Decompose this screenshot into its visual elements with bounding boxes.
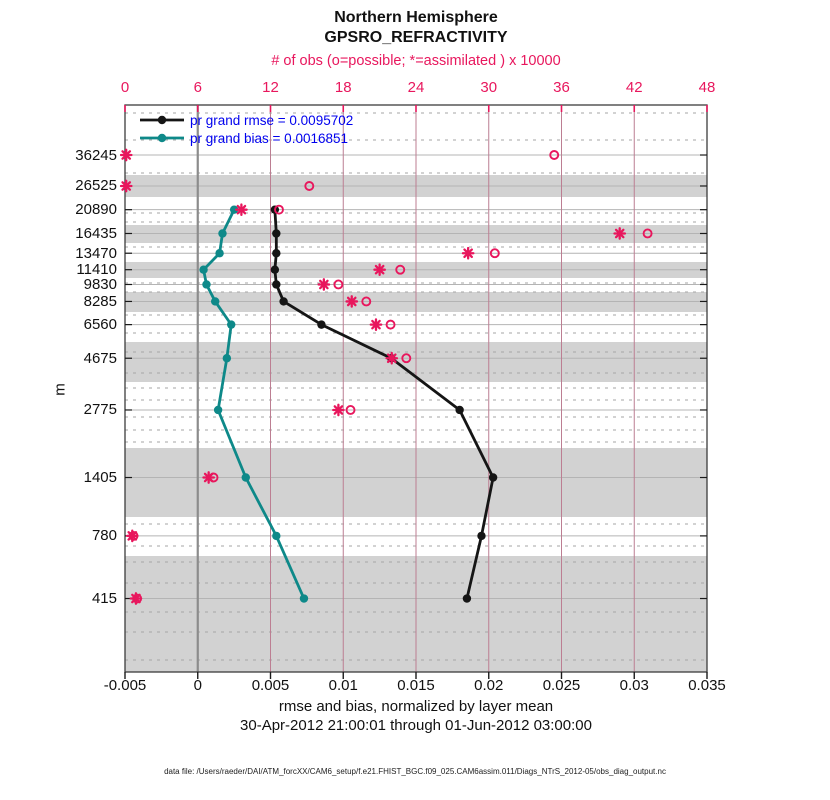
x-axis-tick-label: 0.005 [251, 677, 290, 694]
y-axis-tick-label: 26525 [75, 177, 117, 195]
rmse-point [317, 320, 325, 328]
bias-point [199, 265, 207, 273]
plot-title-obstype: GPSRO_REFRACTIVITY [324, 29, 508, 46]
x-axis-tick-label: 0.035 [688, 677, 726, 694]
y-axis-tick-label: 13470 [75, 244, 117, 262]
plot-title-region: Northern Hemisphere [334, 9, 498, 26]
obs-axis-tick-label: 6 [193, 79, 202, 96]
y-axis-tick-label: 4675 [83, 349, 117, 367]
rmse-point [279, 297, 287, 305]
obs-axis-tick-label: 48 [698, 79, 716, 96]
y-axis-tick-label: 8285 [83, 292, 117, 310]
legend-bias-line-sample [139, 132, 185, 144]
bias-point [272, 532, 280, 540]
legend-row-rmse [139, 111, 353, 129]
y-axis-tick-label: 6560 [83, 316, 117, 334]
rmse-point [455, 406, 463, 414]
legend-bias-label: pr grand bias = 0.0016851 [190, 130, 348, 146]
data-file-path: data file: /Users/raeder/DAI/ATM_forcXX/CAM6_setup/f.e21.FHIST_BGC.f09_025.CAM6assim.011/Diags_NTrS_2012-05/obs_diag_output.nc [164, 767, 666, 776]
legend [139, 111, 353, 147]
x-axis-tick-label: 0.03 [619, 677, 649, 694]
rmse-point [272, 249, 280, 257]
rmse-point [271, 265, 279, 273]
x-axis-label: rmse and bias, normalized by layer mean [278, 698, 554, 715]
bias-point [211, 297, 219, 305]
y-axis-tick-label: 415 [91, 590, 117, 608]
legend-rmse-label: pr grand rmse = 0.0095702 [190, 112, 354, 128]
bias-point [242, 473, 250, 481]
y-axis-tick-label: 11410 [76, 261, 117, 279]
x-axis-tick-label: 0.015 [397, 677, 435, 694]
y-axis-tick-label: 20890 [75, 201, 117, 219]
date-range-label: 30-Apr-2012 21:00:01 through 01-Jun-2012 03:00:00 [240, 717, 592, 734]
bias-point [202, 280, 210, 288]
y-axis-tick-label: 780 [91, 527, 117, 545]
bias-point [215, 249, 223, 257]
obs-axis-tick-label: 30 [480, 79, 498, 96]
y-axis-tick-label: 16435 [75, 224, 117, 242]
legend-rmse-line-sample [139, 114, 185, 126]
obs-axis-tick-label: 24 [407, 79, 425, 96]
rmse-point [272, 229, 280, 237]
obs-axis-tick-label: 12 [262, 79, 279, 96]
bias-point [300, 594, 308, 602]
obs-axis-tick-label: 18 [334, 79, 352, 96]
obs-axis-tick-label: 0 [120, 79, 130, 96]
obs-axis-tick-label: 42 [625, 79, 643, 96]
y-axis-tick-label: 36245 [75, 146, 117, 164]
rmse-point [272, 280, 280, 288]
bias-point [227, 320, 235, 328]
x-axis-tick-label: 0 [193, 677, 202, 694]
y-axis-tick-label: 2775 [83, 401, 117, 419]
bias-point [218, 229, 226, 237]
rmse-point [477, 532, 485, 540]
bias-point [214, 406, 222, 414]
y-axis-tick-label: 1405 [83, 469, 117, 486]
obs-axis-tick-label: 36 [553, 79, 570, 96]
rmse-point [489, 473, 497, 481]
x-axis-tick-label: 0.01 [328, 677, 358, 694]
legend-row-bias [139, 129, 353, 147]
x-axis-tick-label: -0.005 [103, 677, 147, 694]
x-axis-tick-label: 0.025 [542, 677, 581, 694]
x-axis-tick-label: 0.02 [474, 677, 504, 694]
y-axis-tick-label: 9830 [83, 275, 117, 293]
bias-point [223, 354, 231, 362]
y-axis-label: m [51, 383, 69, 396]
rmse-point [463, 594, 471, 602]
top-axis-label: # of obs (o=possible; *=assimilated ) x 10000 [271, 53, 561, 69]
